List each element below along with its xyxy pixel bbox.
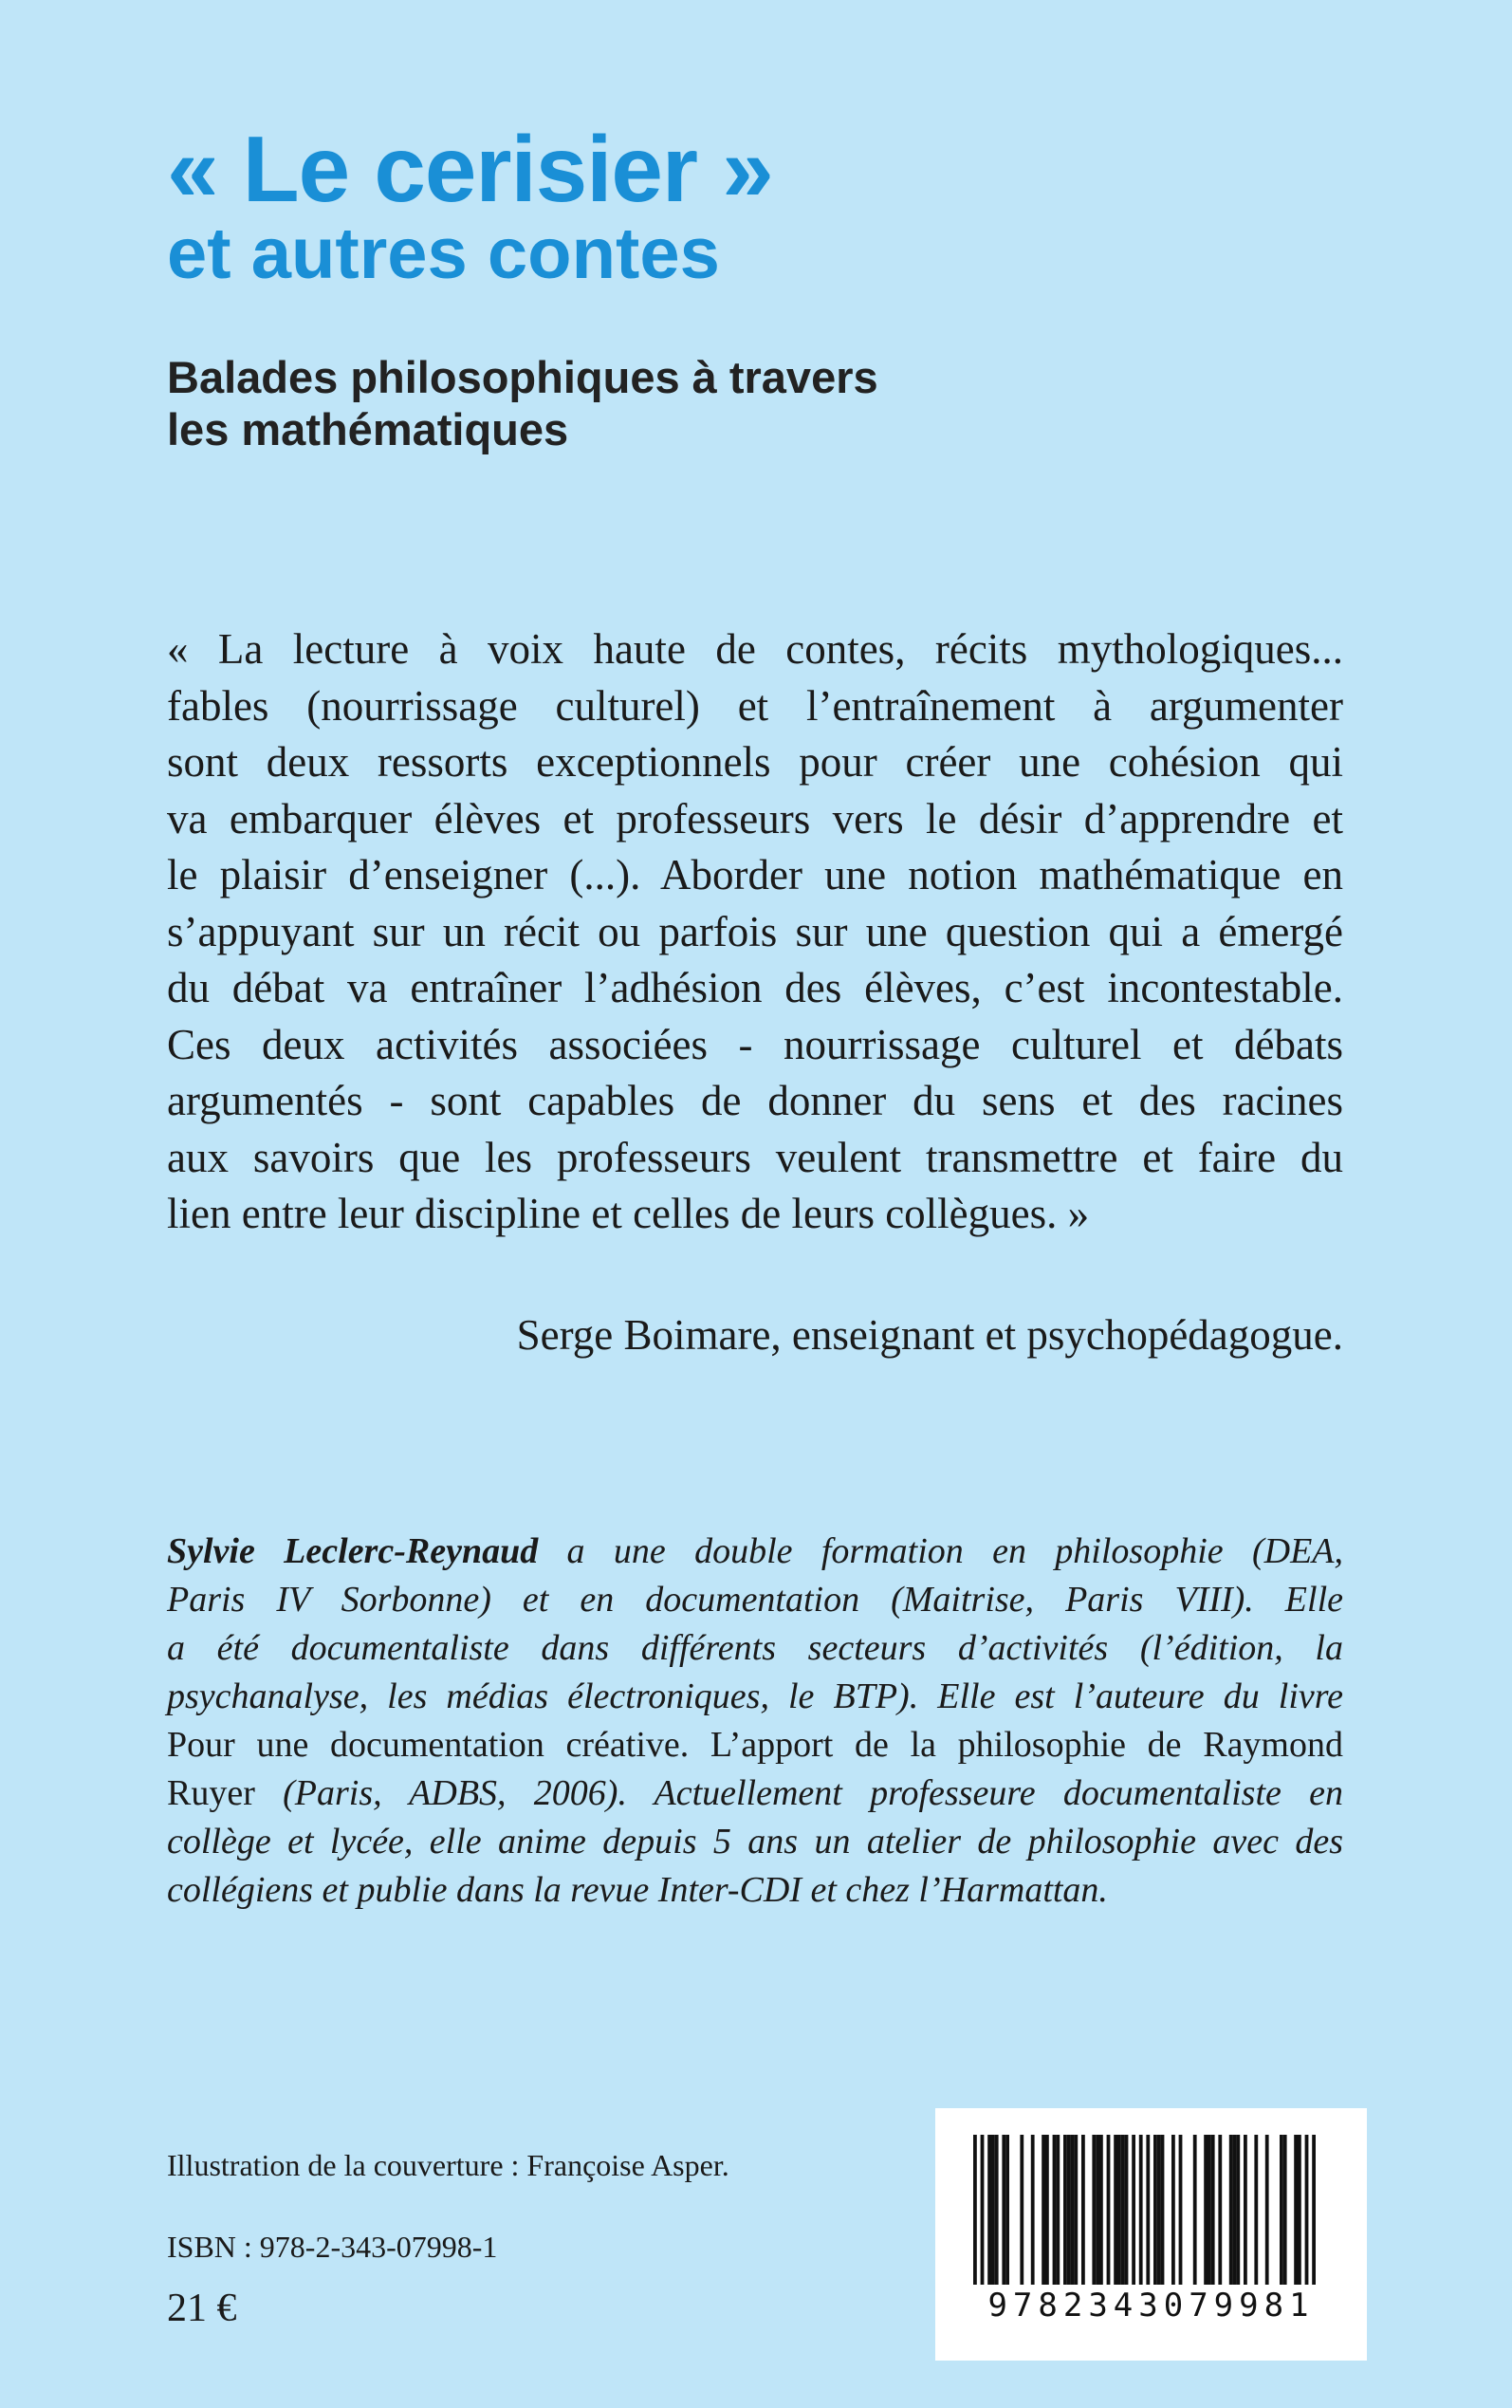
barcode-digits: 9782343079981 [987,2287,1315,2325]
barcode-bar [1056,2135,1060,2285]
barcode-bar [1031,2135,1035,2285]
barcode-bar [1125,2135,1129,2285]
barcode-bar [1132,2135,1135,2285]
barcode-bar [987,2135,991,2285]
barcode-bar [1312,2135,1316,2285]
barcode-bar [1117,2135,1121,2285]
barcode-bar [1236,2135,1240,2285]
barcode-bar [1283,2135,1287,2285]
bio-line: collège et lycée, elle anime depuis 5 ans un atelier de philosophie avec des [167,1822,1343,1862]
bio-text: (Paris, ADBS, 2006). Actuellement professeure documentaliste en [254,1773,1343,1813]
quote-line: s’appuyant sur un récit ou parfois sur une question qui a émergé [167,907,1343,955]
back-cover-quote [167,621,1343,1243]
barcode-bar [1099,2135,1103,2285]
bio-book-title-end: Ruyer [167,1773,255,1813]
barcode-bar [1171,2135,1175,2285]
barcode [935,2108,1367,2361]
quote-line: argumentés - sont capables de donner du sens et des racines [167,1077,1343,1124]
book-title-line2: et autres contes [167,213,720,294]
barcode-bar [1114,2135,1117,2285]
barcode-bar [1233,2135,1237,2285]
quote-line: le plaisir d’enseigner (...). Aborder une notion mathématique en [167,851,1343,898]
barcode-bar [1254,2135,1258,2285]
barcode-bar [1298,2135,1301,2285]
quote-line: sont deux ressorts exceptionnels pour créer une cohésion qui [167,738,1343,786]
barcode-bar [1229,2135,1233,2285]
quote-line: fables (nourrissage culturel) et l’entraînement à argumenter [167,681,1343,730]
quote-line: du débat va entraîner l’adhésion des élèves, c’est incontestable. [167,964,1343,1011]
barcode-bar [1161,2135,1165,2285]
barcode-bar [1071,2135,1075,2285]
bio-line: collégiens et publie dans la revue Inter-CDI et chez l’Harmattan. [167,1870,1108,1910]
barcode-bar [1153,2135,1157,2285]
barcode-bar [1244,2135,1247,2285]
quote-line: lien entre leur discipline et celles de leurs collègues. » [167,1190,1090,1237]
author-name: Sylvie Leclerc-Reynaud [167,1531,539,1571]
bio-line [167,1528,1343,1576]
illustration-credit: Illustration de la couverture : Françoise Asper. [167,2148,729,2182]
barcode-bar [1265,2135,1269,2285]
bio-line: a été documentaliste dans différents secteurs d’activités (l’édition, la [167,1628,1343,1668]
barcode-bar [1053,2135,1057,2285]
bio-line-book-title: Pour une documentation créative. L’apport de la philosophie de Raymond [167,1725,1343,1765]
barcode-bar [991,2135,995,2285]
barcode-bar [981,2135,985,2285]
barcode-bar [1092,2135,1096,2285]
quote-attribution: Serge Boimare, enseignant et psychopédagogue. [516,1311,1343,1359]
barcode-bar [1146,2135,1150,2285]
author-biography [167,1528,1343,1915]
barcode-bar [1218,2135,1222,2285]
barcode-bar [1020,2135,1023,2285]
barcode-bar [1005,2135,1009,2285]
book-subtitle-line1: Balades philosophiques à travers [167,352,878,402]
barcode-bar [1204,2135,1208,2285]
barcode-bar [1042,2135,1045,2285]
barcode-bar [1139,2135,1143,2285]
barcode-bar [1211,2135,1215,2285]
barcode-bar [1096,2135,1099,2285]
barcode-bar [1067,2135,1071,2285]
barcode-bar [1280,2135,1283,2285]
barcode-bar [1121,2135,1125,2285]
quote-line: aux savoirs que les professeurs veulent transmettre et faire du [167,1133,1343,1181]
barcode-bar [1208,2135,1211,2285]
bio-text: a une double formation en philosophie (DEA, [538,1531,1343,1571]
barcode-bar [1193,2135,1197,2285]
barcode-bar [995,2135,999,2285]
barcode-bar [1074,2135,1078,2285]
barcode-bar [1063,2135,1067,2285]
quote-line: Ces deux activités associées - nourrissage culturel et débats [167,1020,1343,1068]
quote-line: va embarquer élèves et professeurs vers le désir d’apprendre et [167,794,1343,843]
barcode-bar [1107,2135,1111,2285]
barcode-bar [1294,2135,1298,2285]
barcode-bar [973,2135,977,2285]
barcode-bar [1045,2135,1049,2285]
bio-line: Paris IV Sorbonne) et en documentation (Maitrise, Paris VIII). Elle [167,1580,1343,1620]
barcode-bar [1179,2135,1183,2285]
barcode-bar [1305,2135,1309,2285]
book-subtitle-line2: les mathématiques [167,404,569,454]
barcode-bar [1081,2135,1085,2285]
book-title: « Le cerisier » [167,117,773,221]
book-subtitle [167,351,1021,455]
barcode-bar [1002,2135,1005,2285]
price: 21 € [167,2287,237,2330]
quote-line: « La lecture à voix haute de contes, récits mythologiques... [167,625,1343,673]
isbn: ISBN : 978-2-343-07998-1 [167,2230,498,2264]
bio-line [167,1769,1343,1818]
bio-line: psychanalyse, les médias électroniques, le BTP). Elle est l’auteure du livre [167,1676,1343,1716]
barcode-bar [1157,2135,1161,2285]
